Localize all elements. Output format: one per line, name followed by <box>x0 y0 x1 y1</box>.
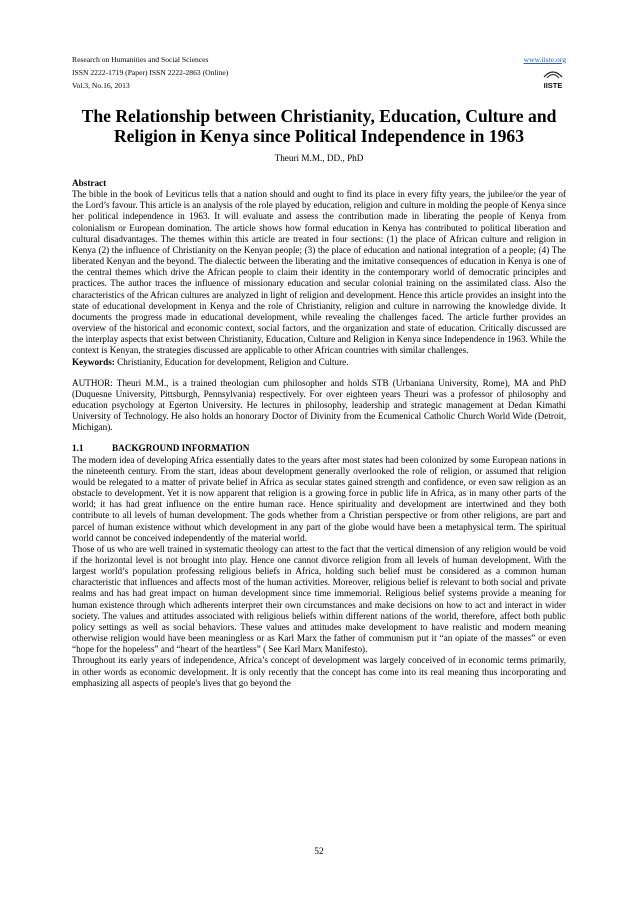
volume-line: Vol.3, No.16, 2013 <box>72 81 130 90</box>
section-title: BACKGROUND INFORMATION <box>112 443 250 454</box>
page-header <box>72 55 566 97</box>
abstract-text: The bible in the book of Leviticus tells that a nation should and ought to find its place in every fifty years, the jubilee/or the year of the Lord’s favour. This article is an analysis of the role played by education, religion and culture in molding the people of Kenya since her political independence in 1963. It will evaluate and assess the contribution made in liberating the people of Kenya from colonialism or European domination. The article shows how formal education in Kenya has contributed to political liberation and cultural disadvantages. The themes within this article are treated in four sections: (1) the place of African culture and religion in Kenya (2) the influence of Christianity on the Kenyan people; (3) the place of education and national integration of a people; (4) The liberated Kenyan and the beyond. The dialectic between the liberating and the imitative consequences of education in Kenya is one of the central themes which drive the African people to claim their identity in the contemporary world of democratic principles and practices. The author traces the influence of missionary education and secular colonial training on the assimilated class. Also the characteristics of the African cultures are analyzed in light of religion and development. Hence this article provides an insight into the state of educational development in Kenya and the role of Christianity, religion and culture in narrowing the knowledge divide. It documents the progress made in educational development, while revealing the challenges faced. The article further provides an overview of the historical and economic context, social factors, and the organization and state of education. Critically discussed are the interplay aspects that exist between Christianity, Education, Culture and Religion in Kenya since Independence in 1963. While the context is Kenyan, the strategies discussed are applicable to other African countries with similar challenges. <box>72 189 566 356</box>
logo-text: IISTE <box>543 81 563 90</box>
journal-name: Research on Humanities and Social Sciences <box>72 55 209 64</box>
iiste-logo-icon <box>540 67 566 93</box>
keywords-label: Keywords: <box>72 356 115 367</box>
keywords-text: Christianity, Education for development, Religion and Culture. <box>114 356 349 367</box>
keywords-line <box>72 357 566 368</box>
section-paragraph: The modern idea of developing Africa essentially dates to the years after most states had been colonized by some European nations in the nineteenth century. From the start, ideas about development generally overlooked the role of religion, or assumed that religion would be relegated to a matter of private belief in Africa as secular states gained strength and confidence, or even saw religion as an obstacle to development. Yet it is now apparent that religion is a growing force in public life in Africa, as in many other parts of the world; it has had great influence on the entire human race. Hence spirituality and development are intertwined and they both contribute to all levels of human development. The gods whether from a Christian perspective or from other religions, are part and parcel of human existence without which development in any part of the globe would have been a metaphysical term. The spiritual world cannot be conceived independently of the material world. <box>72 454 566 543</box>
journal-url-link[interactable]: www.iiste.org <box>523 55 566 64</box>
section-number: 1.1 <box>72 443 84 454</box>
page-number: 52 <box>314 846 324 856</box>
paper-title: The Relationship between Christianity, Education, Culture and Religion in Kenya since Political Independence in 1963 <box>81 106 557 146</box>
author-bio: AUTHOR: Theuri M.M., is a trained theologian cum philosopher and holds STB (Urbaniana University, Rome), MA and PhD (Duquesne University, Pittsburgh, Pennsylvania) respectively. For over eighteen years Theuri was a professor of philosophy and education psychology at Egerton University. He lectures in philosophy, leadership and strategic management at Dedan Kimathi University of Technology. He also holds an honorary Doctor of Divinity from the Ecumenical Catholic Church World Wide (Detroit, Michigan). <box>72 377 566 433</box>
section-heading <box>72 443 566 454</box>
section-paragraph: Throughout its early years of independence, Africa’s concept of development was largely conceived of in economic terms primarily, in other words as economic development. It is only recently that the concept has come into its real meaning thus incorporating and emphasizing all aspects of people's lives that go beyond the <box>72 655 566 688</box>
section-paragraph: Those of us who are well trained in systematic theology can attest to the fact that the vertical dimension of any religion would be void if the horizontal level is not brought into play. Hence one cannot divorce religion from all levels of human development. With the largest world’s population professing religious beliefs in Africa, holding such belief must be considered as a common human characteristic that influences and affects most of the human activities. Moreover, religious belief is relevant to both social and private realms and has had great impact on human development since time immemorial. Religious belief systems provide a meaning for human existence through which adherents interpret their own circumstances and make decisions on how to act and interact in wider society. The values and attitudes associated with religious beliefs within different nations of the world, therefore, affect both public policy settings as well as social behaviors. These values and attitudes make development to have realistic and modern meaning otherwise religion would have been meaningless or as Karl Marx the father of communism put it “an opiate of the masses” or even “hope for the hopeless” and “heart of the heartless” ( See Karl Marx Manifesto). <box>72 543 566 655</box>
author-name: Theuri M.M., DD., PhD <box>274 153 364 163</box>
paper-body <box>72 178 566 689</box>
issn-line: ISSN 2222-1719 (Paper) ISSN 2222-2863 (Online) <box>72 68 229 77</box>
abstract-heading: Abstract <box>72 178 107 188</box>
